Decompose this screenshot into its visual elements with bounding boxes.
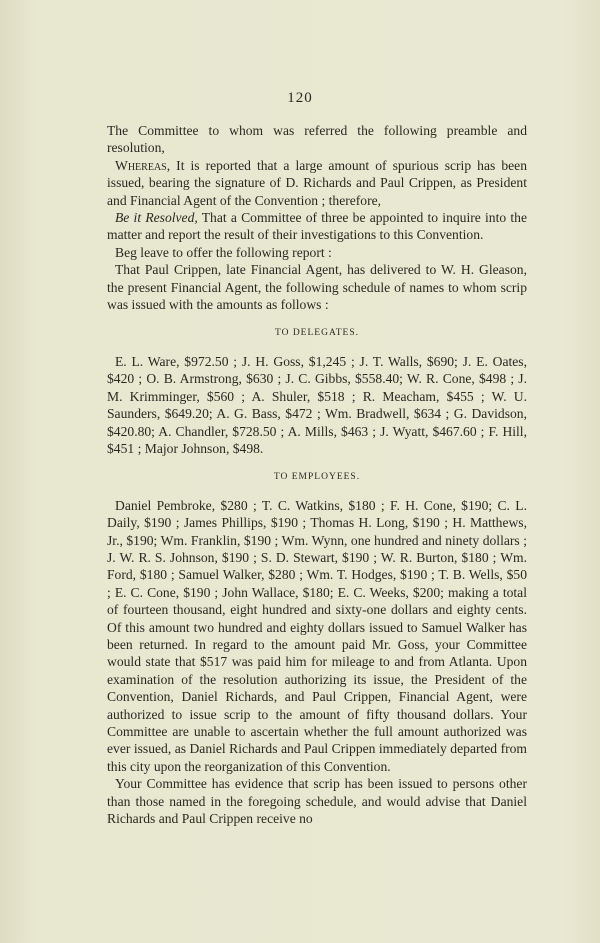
resolved-label: Be it Resolved, bbox=[115, 210, 198, 226]
paragraph-evidence: Your Committee has evidence that scrip has been issued to persons other than those named in the foregoing schedule, and would advise that Daniel Richards and Paul Crippen receive no bbox=[107, 776, 527, 827]
paragraph-employees-list: Daniel Pembroke, $280 ; T. C. Watkins, $180 ; F. H. Cone, $190; C. L. Daily, $190 ; James Phillips, $190 ; Thomas H. Long, $190 ; H. Matthews, Jr., $190; Wm. Franklin, $190 ; Wm. Wynn, one hundred and ninety dollars ; J. W. R. S. Johnson, $190 ; S. D. Stewart, $190 ; W. R. Burton, $180 ; Wm. Ford, $180 ; Samuel Walker, $280 ; Wm. T. Hodges, $190 ; T. B. Wells, $50 ; E. C. Cone, $190 ; John Wallace, $180; E. C. Weeks, $200; making a total of fourteen thousand, eight hundred and sixty-one dollars and eighty cents. Of this amount two hundred and eighty dollars issued to Samuel Walker has been returned. In regard to the amount paid Mr. Goss, your Committee would state that $517 was paid him for mileage to and from Atlanta. Upon examination of the resolution authorizing its issue, the President of the Convention, Daniel Richards, and Paul Crippen, Financial Agent, were authorized to issue scrip to the amount of fifty thousand dollars. Your Committee are unable to ascertain whether the full amount authorized was ever issued, as Daniel Richards and Paul Crippen immediately departed from this city upon the reorganization of this Convention. bbox=[107, 497, 527, 774]
whereas-text: It is reported that a large amount of spurious scrip has been issued, bearing the signature of D. Richards and Paul Crippen, as President and Financial Agent of the Convention ; therefore, bbox=[107, 157, 527, 208]
heading-to-delegates: TO DELEGATES. bbox=[274, 328, 360, 339]
paragraph-beg-leave: Beg leave to offer the following report : bbox=[115, 244, 332, 260]
whereas-label: Whereas, bbox=[115, 157, 171, 173]
resolved-text: That a Committee of three be appointed to inquire into the matter and report the result of their investigations to this Convention. bbox=[107, 210, 527, 243]
intro-text: The Committee to whom was referred the following preamble and resolution, bbox=[107, 123, 527, 156]
paragraph-delegates-list: E. L. Ware, $972.50 ; J. H. Goss, $1,245 ; J. T. Walls, $690; J. E. Oates, $420 ; O. B. Armstrong, $630 ; J. C. Gibbs, $558.40; W. R. Cone, $498 ; J. M. Krimminger, $560 ; A. Shuler, $518 ; R. Meacham, $455 ; W. U. Saunders, $649.20; A. G. Bass, $472 ; Wm. Bradwell, $634 ; G. Davidson, $420.80; A. Chandler, $728.50 ; A. Mills, $463 ; J. Wyatt, $467.60 ; F. Hill, $451 ; Major Johnson, $498. bbox=[107, 353, 527, 456]
page-number: 120 bbox=[287, 90, 313, 106]
paragraph-crippen-report: That Paul Crippen, late Financial Agent, has delivered to W. H. Gleason, the present Financial Agent, the following schedule of names to whom scrip was issued with the amounts as follows : bbox=[107, 262, 527, 313]
body-text bbox=[107, 122, 527, 827]
heading-to-employees: TO EMPLOYEES. bbox=[273, 472, 361, 483]
paragraph-intro bbox=[107, 122, 527, 157]
paragraph-whereas bbox=[107, 157, 527, 209]
paragraph-resolved bbox=[107, 209, 527, 244]
